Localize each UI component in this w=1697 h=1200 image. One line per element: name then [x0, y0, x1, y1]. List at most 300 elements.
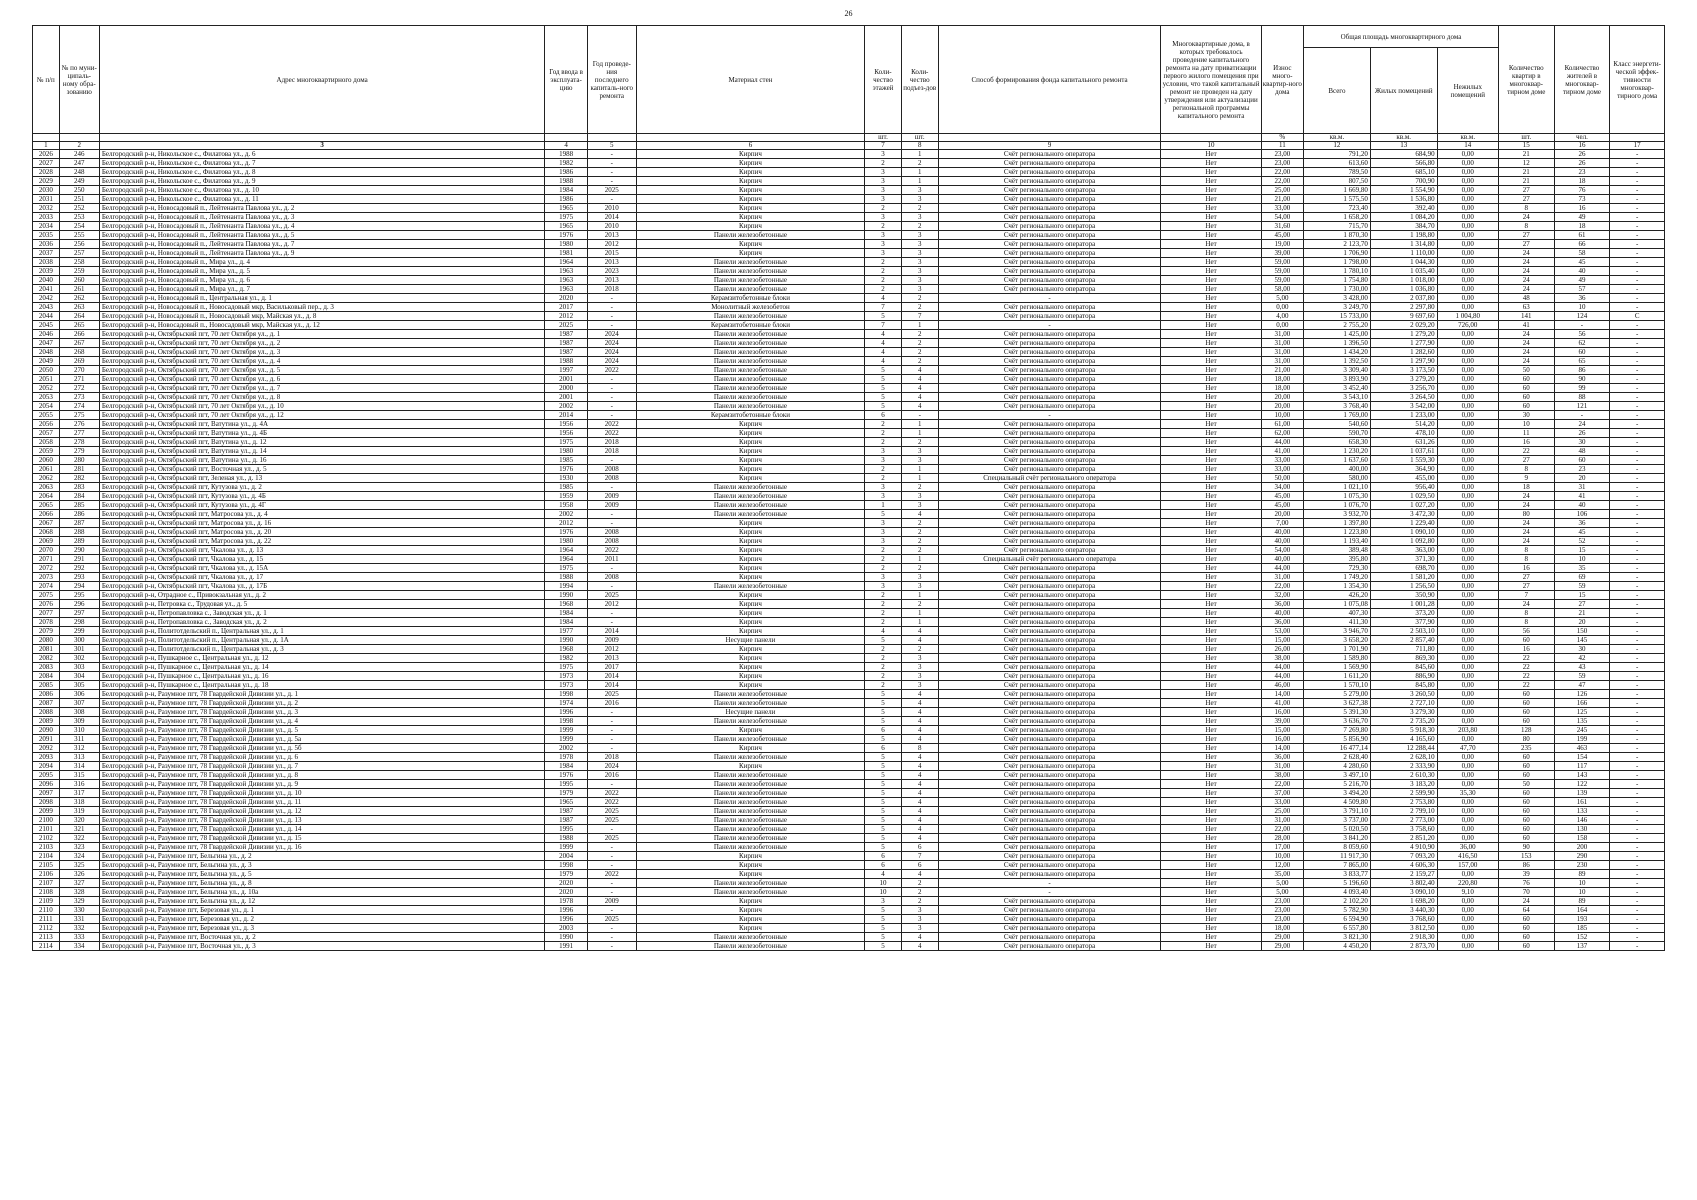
cell-year-built: 2002: [545, 402, 587, 411]
cell-area-nonliving: 0,00: [1437, 420, 1498, 429]
cell-repair-needed: Нет: [1161, 501, 1261, 510]
cell-energy-class: -: [1610, 645, 1665, 654]
table-row: [33, 744, 1665, 753]
table-row: [33, 384, 1665, 393]
cell-year-repair: 2022: [587, 798, 636, 807]
cell-wall-material: Панели железобетонные: [636, 393, 864, 402]
cell-wear: 4,00: [1261, 312, 1303, 321]
cell-municipal-no: 319: [59, 807, 99, 816]
cell-year-built: 2012: [545, 519, 587, 528]
cell-repair-needed: Нет: [1161, 618, 1261, 627]
cell-floors: 4: [865, 870, 902, 879]
cell-repair-needed: Нет: [1161, 276, 1261, 285]
cell-energy-class: -: [1610, 672, 1665, 681]
cell-fund-method: Счёт регионального оператора: [938, 753, 1161, 762]
cell-flats: 9: [1498, 474, 1554, 483]
cell-floors: 5: [865, 753, 902, 762]
header-area-group: Общая площадь многоквартирного дома: [1304, 26, 1499, 48]
cell-area-living: 1 029,50: [1370, 492, 1437, 501]
table-row: [33, 501, 1665, 510]
cell-row-no: 2082: [33, 654, 60, 663]
cell-floors: 5: [865, 924, 902, 933]
cell-flats: 27: [1498, 231, 1554, 240]
cell-area-nonliving: 0,00: [1437, 897, 1498, 906]
cell-residents: 23: [1554, 465, 1610, 474]
column-number: 14: [1437, 142, 1498, 150]
cell-floors: 4: [865, 357, 902, 366]
cell-repair-needed: Нет: [1161, 780, 1261, 789]
cell-year-built: 1988: [545, 357, 587, 366]
cell-entrances: 3: [901, 213, 938, 222]
cell-floors: 3: [865, 249, 902, 258]
cell-year-built: 1982: [545, 159, 587, 168]
cell-fund-method: Счёт регионального оператора: [938, 258, 1161, 267]
cell-wear: 29,00: [1261, 933, 1303, 942]
cell-repair-needed: Нет: [1161, 879, 1261, 888]
cell-wear: 15,00: [1261, 636, 1303, 645]
cell-entrances: 2: [901, 528, 938, 537]
cell-address: Белгородский р-н, Октябрьский пгт, 70 лет Октября ул., д. 3: [99, 348, 545, 357]
cell-residents: 60: [1554, 456, 1610, 465]
unit-area-living: кв.м.: [1370, 134, 1437, 142]
cell-repair-needed: Нет: [1161, 933, 1261, 942]
cell-repair-needed: Нет: [1161, 267, 1261, 276]
cell-address: Белгородский р-н, Разумное пгт, 78 Гвардейской Дивизии ул., д. 6: [99, 753, 545, 762]
cell-municipal-no: 300: [59, 636, 99, 645]
cell-year-repair: -: [587, 159, 636, 168]
cell-repair-needed: Нет: [1161, 339, 1261, 348]
cell-residents: 42: [1554, 654, 1610, 663]
cell-area-total: 411,30: [1304, 618, 1371, 627]
cell-energy-class: -: [1610, 609, 1665, 618]
cell-municipal-no: 327: [59, 879, 99, 888]
cell-wear: 59,00: [1261, 258, 1303, 267]
cell-year-repair: -: [587, 780, 636, 789]
cell-repair-needed: Нет: [1161, 708, 1261, 717]
cell-floors: 2: [865, 600, 902, 609]
cell-energy-class: -: [1610, 240, 1665, 249]
cell-year-built: 1988: [545, 834, 587, 843]
cell-row-no: 2111: [33, 915, 60, 924]
cell-municipal-no: 266: [59, 330, 99, 339]
cell-wear: 15,00: [1261, 726, 1303, 735]
cell-repair-needed: Нет: [1161, 186, 1261, 195]
cell-repair-needed: Нет: [1161, 159, 1261, 168]
cell-row-no: 2093: [33, 753, 60, 762]
cell-repair-needed: Нет: [1161, 591, 1261, 600]
cell-area-nonliving: 0,00: [1437, 717, 1498, 726]
cell-wear: 36,00: [1261, 600, 1303, 609]
cell-row-no: 2100: [33, 816, 60, 825]
cell-wear: 22,00: [1261, 780, 1303, 789]
cell-row-no: 2065: [33, 501, 60, 510]
cell-energy-class: -: [1610, 825, 1665, 834]
cell-repair-needed: Нет: [1161, 609, 1261, 618]
cell-energy-class: -: [1610, 735, 1665, 744]
cell-area-total: 3 309,40: [1304, 366, 1371, 375]
cell-repair-needed: Нет: [1161, 357, 1261, 366]
cell-wear: 54,00: [1261, 546, 1303, 555]
cell-year-repair: -: [587, 879, 636, 888]
cell-fund-method: Счёт регионального оператора: [938, 708, 1161, 717]
cell-flats: 16: [1498, 645, 1554, 654]
cell-energy-class: -: [1610, 411, 1665, 420]
cell-entrances: 2: [901, 483, 938, 492]
cell-year-built: 2014: [545, 411, 587, 420]
cell-municipal-no: 295: [59, 591, 99, 600]
unit-flats: шт.: [1498, 134, 1554, 142]
cell-wear: 0,00: [1261, 321, 1303, 330]
cell-area-living: 886,90: [1370, 672, 1437, 681]
cell-floors: 2: [865, 618, 902, 627]
cell-address: Белгородский р-н, Разумное пгт, Березовая ул., д. 2: [99, 915, 545, 924]
cell-wear: 34,00: [1261, 483, 1303, 492]
cell-floors: 5: [865, 393, 902, 402]
cell-area-living: 2 333,90: [1370, 762, 1437, 771]
cell-address: Белгородский р-н, Никольское с., Филатова ул., д. 8: [99, 168, 545, 177]
cell-flats: 8: [1498, 204, 1554, 213]
cell-flats: 60: [1498, 807, 1554, 816]
cell-address: Белгородский р-н, Разумное пгт, Бельгина ул., д. 2: [99, 852, 545, 861]
cell-year-repair: -: [587, 384, 636, 393]
cell-wear: 18,00: [1261, 384, 1303, 393]
cell-entrances: 3: [901, 924, 938, 933]
cell-wall-material: Панели железобетонные: [636, 753, 864, 762]
cell-entrances: 3: [901, 258, 938, 267]
cell-floors: 2: [865, 645, 902, 654]
cell-fund-method: Счёт регионального оператора: [938, 672, 1161, 681]
cell-area-nonliving: 0,00: [1437, 438, 1498, 447]
cell-entrances: 6: [901, 861, 938, 870]
table-row: [33, 213, 1665, 222]
cell-entrances: 3: [901, 663, 938, 672]
cell-area-living: 3 812,50: [1370, 924, 1437, 933]
cell-wear: 44,00: [1261, 438, 1303, 447]
cell-fund-method: Счёт регионального оператора: [938, 222, 1161, 231]
cell-flats: 60: [1498, 393, 1554, 402]
cell-area-living: 3 279,20: [1370, 375, 1437, 384]
table-row: [33, 294, 1665, 303]
cell-floors: 6: [865, 744, 902, 753]
header-wall-material: Материал стен: [636, 26, 864, 134]
table-row: [33, 789, 1665, 798]
column-number: 9: [938, 142, 1161, 150]
cell-fund-method: Счёт регионального оператора: [938, 357, 1161, 366]
cell-address: Белгородский р-н, Никольское с., Филатова ул., д. 11: [99, 195, 545, 204]
cell-energy-class: -: [1610, 528, 1665, 537]
cell-residents: 65: [1554, 357, 1610, 366]
cell-address: Белгородский р-н, Октябрьский пгт, Кутузова ул., д. 4Г: [99, 501, 545, 510]
table-row: [33, 159, 1665, 168]
cell-area-living: 1 027,20: [1370, 501, 1437, 510]
cell-wear: 28,00: [1261, 834, 1303, 843]
cell-floors: 2: [865, 474, 902, 483]
cell-municipal-no: 323: [59, 843, 99, 852]
table-row: [33, 807, 1665, 816]
cell-area-living: 12 288,44: [1370, 744, 1437, 753]
cell-fund-method: Счёт регионального оператора: [938, 789, 1161, 798]
cell-wall-material: Кирпич: [636, 645, 864, 654]
cell-repair-needed: Нет: [1161, 411, 1261, 420]
cell-wear: 41,00: [1261, 699, 1303, 708]
cell-residents: 61: [1554, 231, 1610, 240]
cell-year-repair: 2023: [587, 267, 636, 276]
cell-residents: 200: [1554, 843, 1610, 852]
cell-wall-material: Кирпич: [636, 429, 864, 438]
cell-flats: 24: [1498, 267, 1554, 276]
cell-area-nonliving: 0,00: [1437, 402, 1498, 411]
cell-area-living: 698,70: [1370, 564, 1437, 573]
cell-area-living: 350,90: [1370, 591, 1437, 600]
cell-address: Белгородский р-н, Разумное пгт, 78 Гвардейской Дивизии ул., д. 5: [99, 726, 545, 735]
table-row: [33, 465, 1665, 474]
cell-repair-needed: Нет: [1161, 816, 1261, 825]
cell-area-living: 1 044,30: [1370, 258, 1437, 267]
cell-residents: 30: [1554, 645, 1610, 654]
cell-repair-needed: Нет: [1161, 537, 1261, 546]
cell-wall-material: Кирпич: [636, 159, 864, 168]
cell-year-repair: -: [587, 744, 636, 753]
cell-row-no: 2078: [33, 618, 60, 627]
cell-wear: 20,00: [1261, 402, 1303, 411]
cell-area-nonliving: 0,00: [1437, 330, 1498, 339]
cell-row-no: 2049: [33, 357, 60, 366]
cell-wear: 21,00: [1261, 366, 1303, 375]
cell-repair-needed: Нет: [1161, 231, 1261, 240]
cell-fund-method: Специальный счёт регионального оператора: [938, 474, 1161, 483]
cell-row-no: 2092: [33, 744, 60, 753]
cell-year-repair: 2024: [587, 330, 636, 339]
cell-energy-class: -: [1610, 897, 1665, 906]
cell-area-nonliving: 0,00: [1437, 600, 1498, 609]
cell-year-built: 1973: [545, 672, 587, 681]
cell-area-total: 7 269,80: [1304, 726, 1371, 735]
cell-area-nonliving: 0,00: [1437, 411, 1498, 420]
cell-municipal-no: 277: [59, 429, 99, 438]
cell-wear: 45,00: [1261, 231, 1303, 240]
cell-row-no: 2087: [33, 699, 60, 708]
cell-area-nonliving: 0,00: [1437, 348, 1498, 357]
cell-residents: 106: [1554, 510, 1610, 519]
cell-area-nonliving: 0,00: [1437, 492, 1498, 501]
cell-entrances: 4: [901, 627, 938, 636]
cell-wall-material: Кирпич: [636, 222, 864, 231]
cell-municipal-no: 285: [59, 501, 99, 510]
cell-wear: 5,00: [1261, 294, 1303, 303]
cell-energy-class: -: [1610, 753, 1665, 762]
cell-fund-method: -: [938, 888, 1161, 897]
cell-area-total: 4 509,80: [1304, 798, 1371, 807]
cell-wear: 22,00: [1261, 582, 1303, 591]
cell-repair-needed: Нет: [1161, 942, 1261, 951]
cell-floors: 3: [865, 150, 902, 159]
cell-wall-material: Панели железобетонные: [636, 582, 864, 591]
cell-year-repair: 2025: [587, 834, 636, 843]
cell-entrances: 4: [901, 789, 938, 798]
cell-residents: 35: [1554, 564, 1610, 573]
cell-area-total: 3 893,90: [1304, 375, 1371, 384]
column-number: 10: [1161, 142, 1261, 150]
cell-area-nonliving: 220,80: [1437, 879, 1498, 888]
cell-wall-material: Панели железобетонные: [636, 285, 864, 294]
cell-row-no: 2107: [33, 879, 60, 888]
units-row: [33, 134, 1665, 142]
cell-entrances: 2: [901, 519, 938, 528]
cell-repair-needed: Нет: [1161, 456, 1261, 465]
table-row: [33, 627, 1665, 636]
cell-wear: 23,00: [1261, 159, 1303, 168]
cell-year-repair: 2018: [587, 447, 636, 456]
cell-floors: 5: [865, 942, 902, 951]
table-row: [33, 690, 1665, 699]
cell-wall-material: Кирпич: [636, 150, 864, 159]
cell-flats: 63: [1498, 303, 1554, 312]
cell-year-built: 1987: [545, 816, 587, 825]
cell-row-no: 2095: [33, 771, 60, 780]
cell-entrances: 4: [901, 393, 938, 402]
cell-energy-class: -: [1610, 150, 1665, 159]
cell-fund-method: Счёт регионального оператора: [938, 627, 1161, 636]
cell-flats: 64: [1498, 906, 1554, 915]
cell-year-built: 1975: [545, 564, 587, 573]
cell-floors: 3: [865, 168, 902, 177]
cell-area-living: 3 173,50: [1370, 366, 1437, 375]
cell-wear: 31,00: [1261, 816, 1303, 825]
cell-flats: 8: [1498, 555, 1554, 564]
cell-area-nonliving: 0,00: [1437, 519, 1498, 528]
column-number: 13: [1370, 142, 1437, 150]
cell-fund-method: Счёт регионального оператора: [938, 735, 1161, 744]
cell-area-living: 3 260,50: [1370, 690, 1437, 699]
cell-year-built: 1985: [545, 456, 587, 465]
cell-entrances: 4: [901, 735, 938, 744]
cell-area-living: 478,10: [1370, 429, 1437, 438]
cell-fund-method: Счёт регионального оператора: [938, 393, 1161, 402]
cell-residents: 125: [1554, 708, 1610, 717]
cell-floors: 7: [865, 321, 902, 330]
cell-area-living: 1 297,90: [1370, 357, 1437, 366]
cell-area-total: 400,00: [1304, 465, 1371, 474]
cell-fund-method: Счёт регионального оператора: [938, 501, 1161, 510]
cell-wall-material: Панели железобетонные: [636, 771, 864, 780]
cell-municipal-no: 308: [59, 708, 99, 717]
cell-wear: 45,00: [1261, 492, 1303, 501]
cell-entrances: -: [901, 411, 938, 420]
cell-year-built: 1963: [545, 276, 587, 285]
cell-floors: 5: [865, 735, 902, 744]
cell-fund-method: Счёт регионального оператора: [938, 942, 1161, 951]
cell-area-nonliving: 0,00: [1437, 429, 1498, 438]
cell-year-repair: 2009: [587, 897, 636, 906]
cell-municipal-no: 247: [59, 159, 99, 168]
cell-fund-method: Счёт регионального оператора: [938, 762, 1161, 771]
header-area-nonliving: Нежилых помещений: [1437, 48, 1498, 134]
cell-residents: 154: [1554, 753, 1610, 762]
cell-repair-needed: Нет: [1161, 915, 1261, 924]
cell-entrances: 4: [901, 942, 938, 951]
cell-fund-method: Счёт регионального оператора: [938, 690, 1161, 699]
table-row: [33, 735, 1665, 744]
cell-area-nonliving: 0,00: [1437, 582, 1498, 591]
cell-area-total: 613,60: [1304, 159, 1371, 168]
cell-area-total: 5 196,60: [1304, 879, 1371, 888]
cell-energy-class: -: [1610, 861, 1665, 870]
cell-entrances: 8: [901, 744, 938, 753]
cell-area-nonliving: 0,00: [1437, 663, 1498, 672]
table-row: [33, 240, 1665, 249]
cell-flats: 153: [1498, 852, 1554, 861]
cell-year-built: 1968: [545, 645, 587, 654]
cell-address: Белгородский р-н, Новосадовый п., Лейтенанта Павлова ул., д. 7: [99, 240, 545, 249]
cell-address: Белгородский р-н, Октябрьский пгт, 70 лет Октября ул., д. 7: [99, 384, 545, 393]
cell-entrances: 2: [901, 330, 938, 339]
cell-row-no: 2050: [33, 366, 60, 375]
cell-floors: 1: [865, 501, 902, 510]
cell-year-built: 1974: [545, 699, 587, 708]
cell-municipal-no: 279: [59, 447, 99, 456]
cell-year-built: 2004: [545, 852, 587, 861]
cell-address: Белгородский р-н, Октябрьский пгт, Чкалова ул., д. 17Б: [99, 582, 545, 591]
cell-entrances: 1: [901, 591, 938, 600]
cell-wear: 46,00: [1261, 681, 1303, 690]
cell-entrances: 3: [901, 447, 938, 456]
cell-address: Белгородский р-н, Никольское с., Филатова ул., д. 10: [99, 186, 545, 195]
cell-municipal-no: 325: [59, 861, 99, 870]
cell-residents: -: [1554, 411, 1610, 420]
cell-residents: 73: [1554, 195, 1610, 204]
cell-municipal-no: 334: [59, 942, 99, 951]
cell-wall-material: Кирпич: [636, 438, 864, 447]
cell-year-built: 2020: [545, 294, 587, 303]
table-row: [33, 942, 1665, 951]
cell-year-repair: -: [587, 375, 636, 384]
cell-row-no: 2029: [33, 177, 60, 186]
cell-municipal-no: 270: [59, 366, 99, 375]
cell-area-nonliving: 0,00: [1437, 150, 1498, 159]
cell-fund-method: Счёт регионального оператора: [938, 780, 1161, 789]
cell-flats: 50: [1498, 780, 1554, 789]
cell-area-total: 1 396,50: [1304, 339, 1371, 348]
cell-repair-needed: Нет: [1161, 321, 1261, 330]
cell-row-no: 2035: [33, 231, 60, 240]
cell-municipal-no: 317: [59, 789, 99, 798]
cell-energy-class: -: [1610, 375, 1665, 384]
cell-flats: 24: [1498, 213, 1554, 222]
cell-entrances: 4: [901, 807, 938, 816]
column-number: 7: [865, 142, 902, 150]
unit-entrances: шт.: [901, 134, 938, 142]
cell-municipal-no: 262: [59, 294, 99, 303]
cell-area-total: 2 755,20: [1304, 321, 1371, 330]
cell-wear: 62,00: [1261, 429, 1303, 438]
cell-fund-method: Счёт регионального оператора: [938, 681, 1161, 690]
cell-municipal-no: 307: [59, 699, 99, 708]
cell-entrances: 4: [901, 780, 938, 789]
cell-year-built: 2002: [545, 744, 587, 753]
cell-repair-needed: Нет: [1161, 789, 1261, 798]
cell-year-built: 1964: [545, 555, 587, 564]
cell-wall-material: Панели железобетонные: [636, 888, 864, 897]
cell-entrances: 1: [901, 150, 938, 159]
header-wear: Износ много-квартир-ного дома: [1261, 26, 1303, 134]
cell-wall-material: Кирпич: [636, 546, 864, 555]
cell-municipal-no: 257: [59, 249, 99, 258]
table-row: [33, 312, 1665, 321]
cell-entrances: 3: [901, 456, 938, 465]
cell-residents: 161: [1554, 798, 1610, 807]
cell-wear: 58,00: [1261, 285, 1303, 294]
cell-area-total: 1 075,30: [1304, 492, 1371, 501]
